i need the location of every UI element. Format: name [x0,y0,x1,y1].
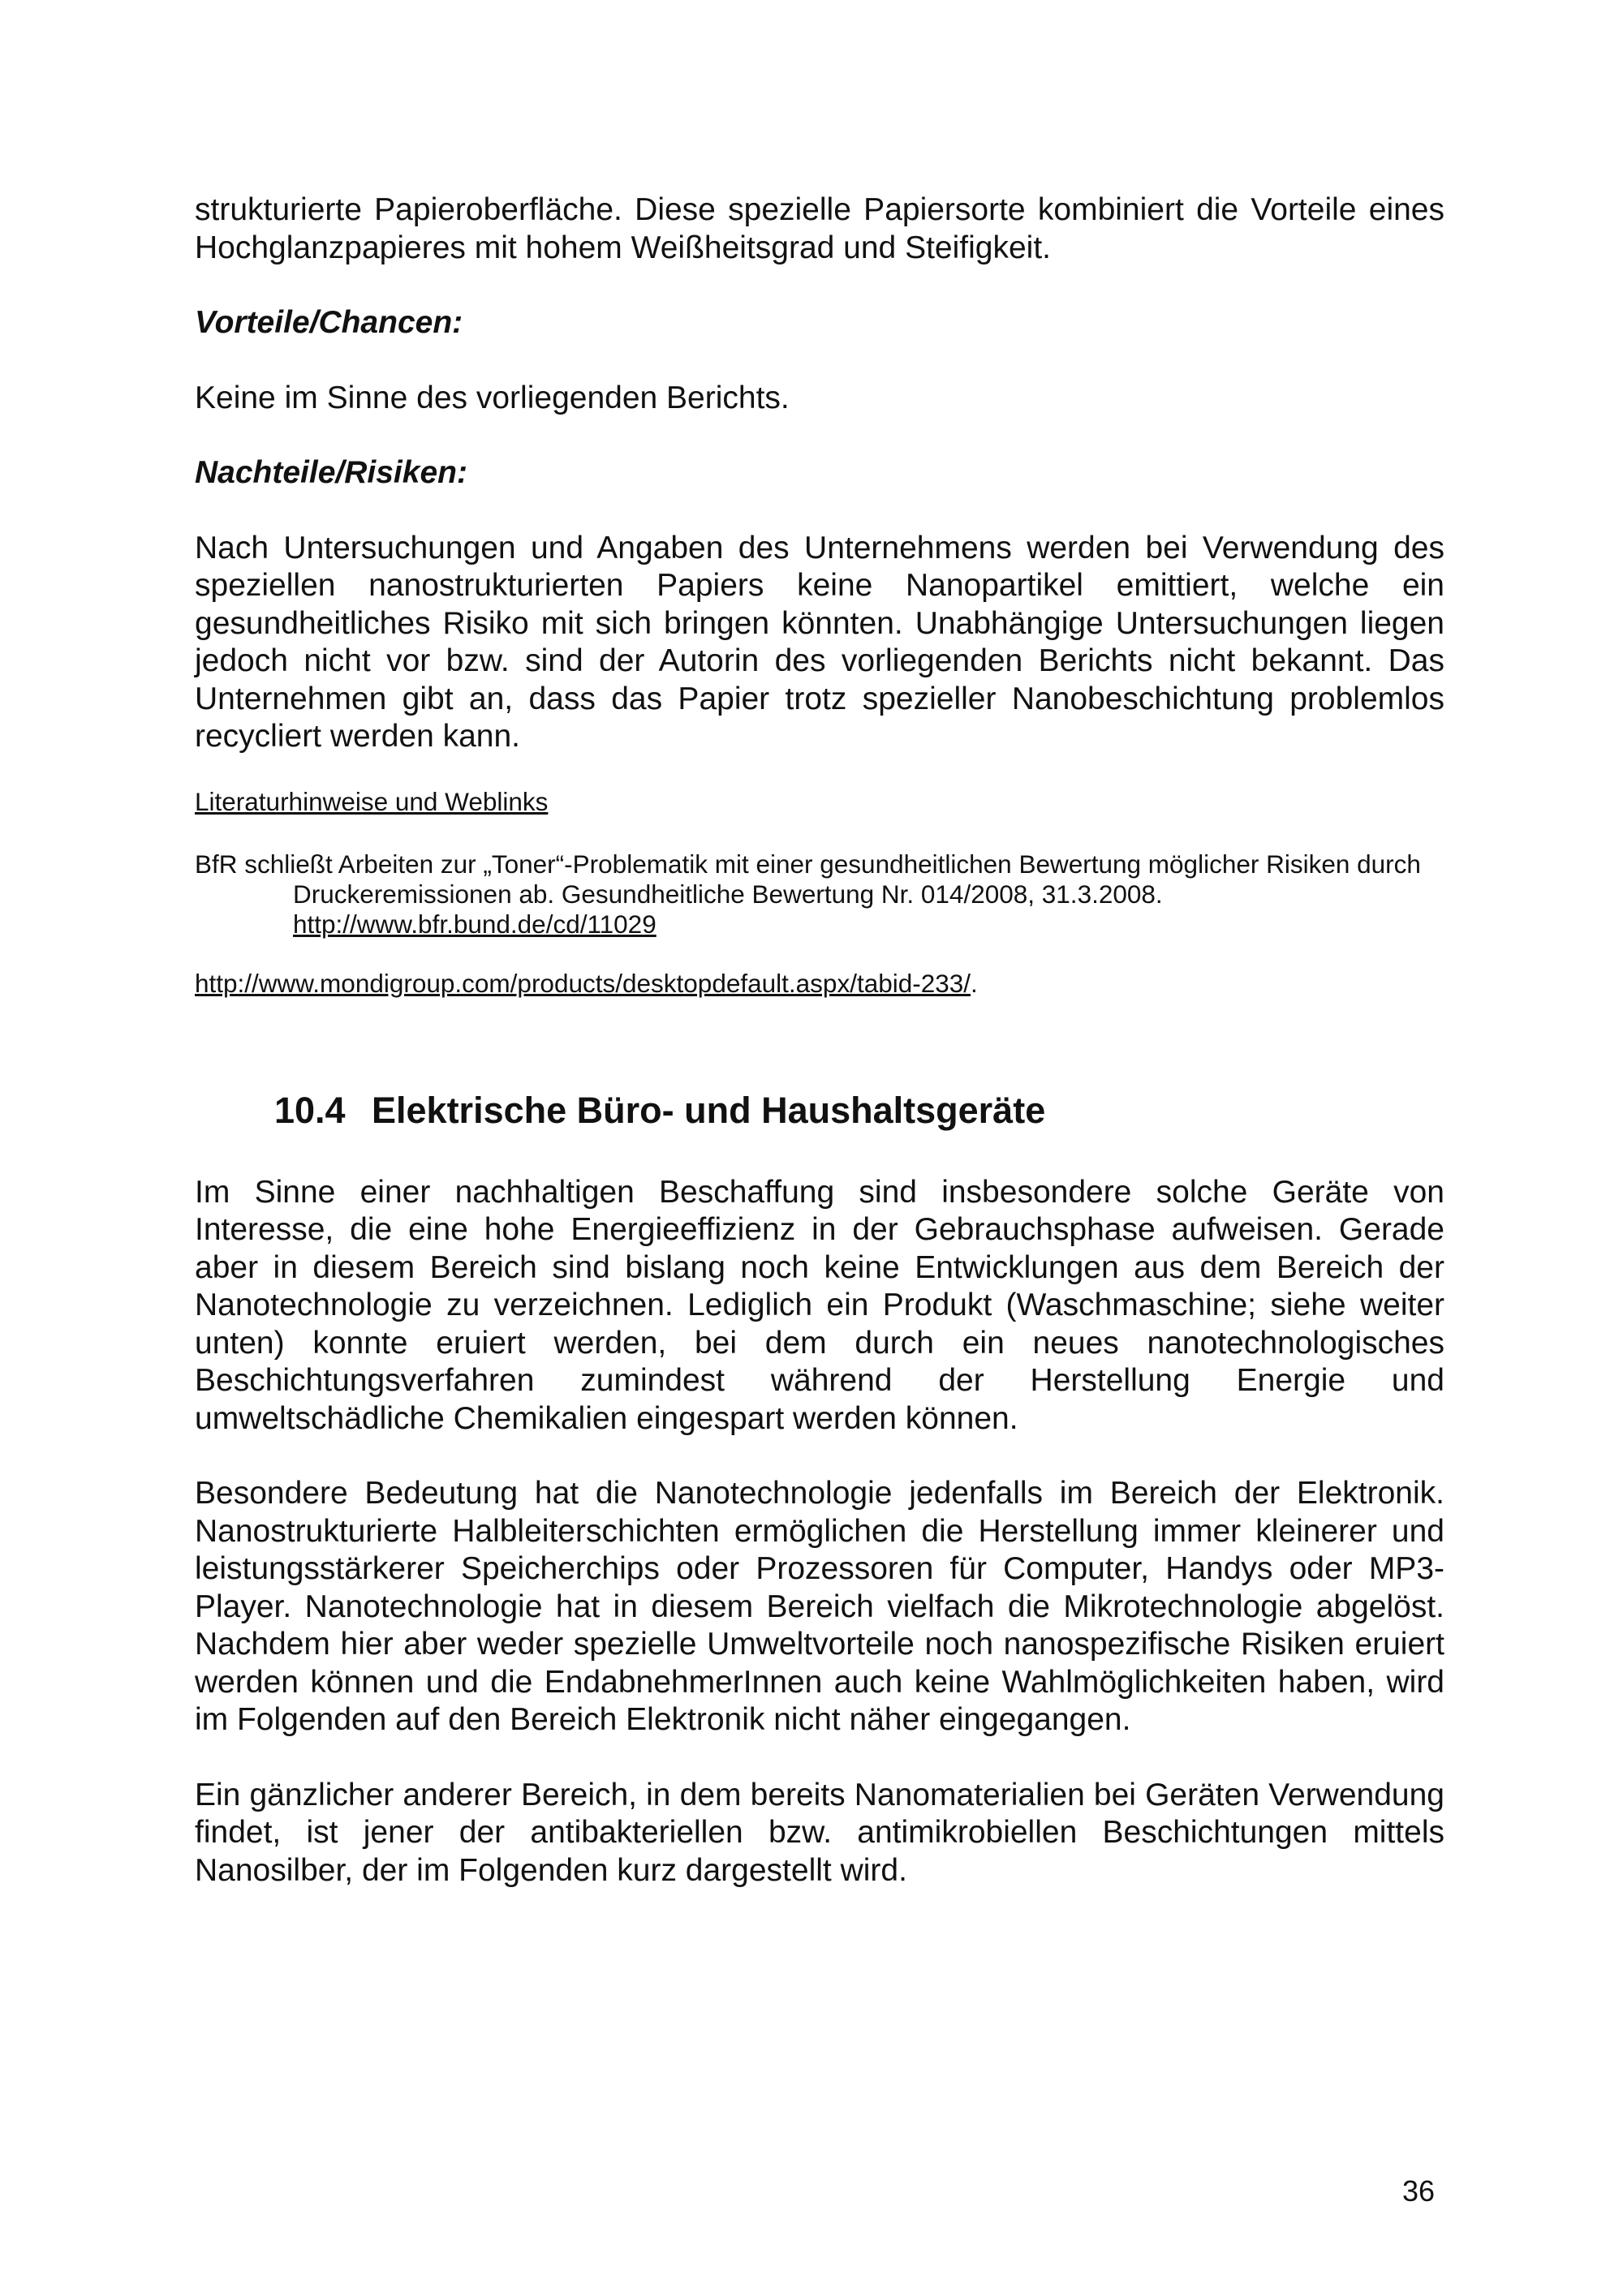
section-number: 10.4 [274,1089,346,1131]
disadvantages-heading: Nachteile/Risiken: [195,455,467,490]
reference-item-mondi [195,969,1444,999]
section-paragraph: Im Sinne einer nachhaltigen Beschaffung sind insbesondere solche Geräte von Interesse, die eine hohe Energieeffizienz in der Gebrauchsphase aufweisen. Gerade aber in diesem Bereich sind bislang noch keine Entwicklungen aus dem Bereich der Nanotechnologie zu verzeichnen. Lediglich ein Produkt (Waschmaschine; siehe weiter unten) konnte eruiert werden, bei dem durch ein neues nanotechnologisches Beschichtungsverfahren zumindest während der Herstellung Energie und umweltschädliche Chemikalien eingespart werden können. [195,1174,1444,1436]
reference-link-mondi[interactable]: http://www.mondigroup.com/products/desktopdefault.aspx/tabid-233/ [195,968,971,998]
advantages-text: Keine im Sinne des vorliegenden Berichts. [195,380,790,415]
intro-paragraph: strukturierte Papieroberfläche. Diese spezielle Papiersorte kombiniert die Vorteile eines Hochglanzpapieres mit hohem Weißheitsgrad und Steifigkeit. [195,192,1444,265]
section-title: Elektrische Büro- und Haushaltsgeräte [372,1089,1046,1131]
page-number: 36 [1401,2174,1435,2208]
section-paragraph: Ein gänzlicher anderer Bereich, in dem bereits Nanomaterialien bei Geräten Verwendung findet, ist jener der antibakteriellen bzw. antimikrobiellen Beschichtungen mittels Nanosilber, der im Folgenden kurz dargestellt wird. [195,1777,1444,1888]
section-heading [195,1090,1444,1132]
reference-item-bfr [195,849,1444,939]
reference-trailing-period: . [971,968,978,998]
section-paragraph: Besondere Bedeutung hat die Nanotechnologie jedenfalls im Bereich der Elektronik. Nanostrukturierte Halbleiterschichten ermöglichen die Herstellung immer kleinerer und leistungsstärkerer Speicherchips oder Prozessoren für Computer, Handys oder MP3-Player. Nanotechnologie hat in diesem Bereich vielfach die Mikrotechnologie abgelöst. Nachdem hier aber weder spezielle Umweltvorteile noch nanospezifische Risiken eruiert werden können und die EndabnehmerInnen auch keine Wahlmöglichkeiten haben, wird im Folgenden auf den Bereich Elektronik nicht näher eingegangen. [195,1476,1444,1737]
reference-link-bfr[interactable]: http://www.bfr.bund.de/cd/11029 [293,909,657,939]
document-page [195,191,1444,1890]
advantages-heading: Vorteile/Chancen: [195,305,463,340]
reference-text: BfR schließt Arbeiten zur „Toner“-Problematik mit einer gesundheitlichen Bewertung möglicher Risiken durch Druckeremissionen ab. Gesundheitliche Bewertung Nr. 014/2008, 31.3.2008. [195,849,1421,909]
references-heading: Literaturhinweise und Weblinks [195,786,549,816]
disadvantages-text: Nach Untersuchungen und Angaben des Unternehmens werden bei Verwendung des speziellen nanostrukturierten Papiers keine Nanopartikel emittiert, welche ein gesundheitliches Risiko mit sich bringen könnten. Unabhängige Untersuchungen liegen jedoch nicht vor bzw. sind der Autorin des vorliegenden Berichts nicht bekannt. Das Unternehmen gibt an, dass das Papier trotz spezieller Nanobeschichtung problemlos recycliert werden kann. [195,530,1444,754]
